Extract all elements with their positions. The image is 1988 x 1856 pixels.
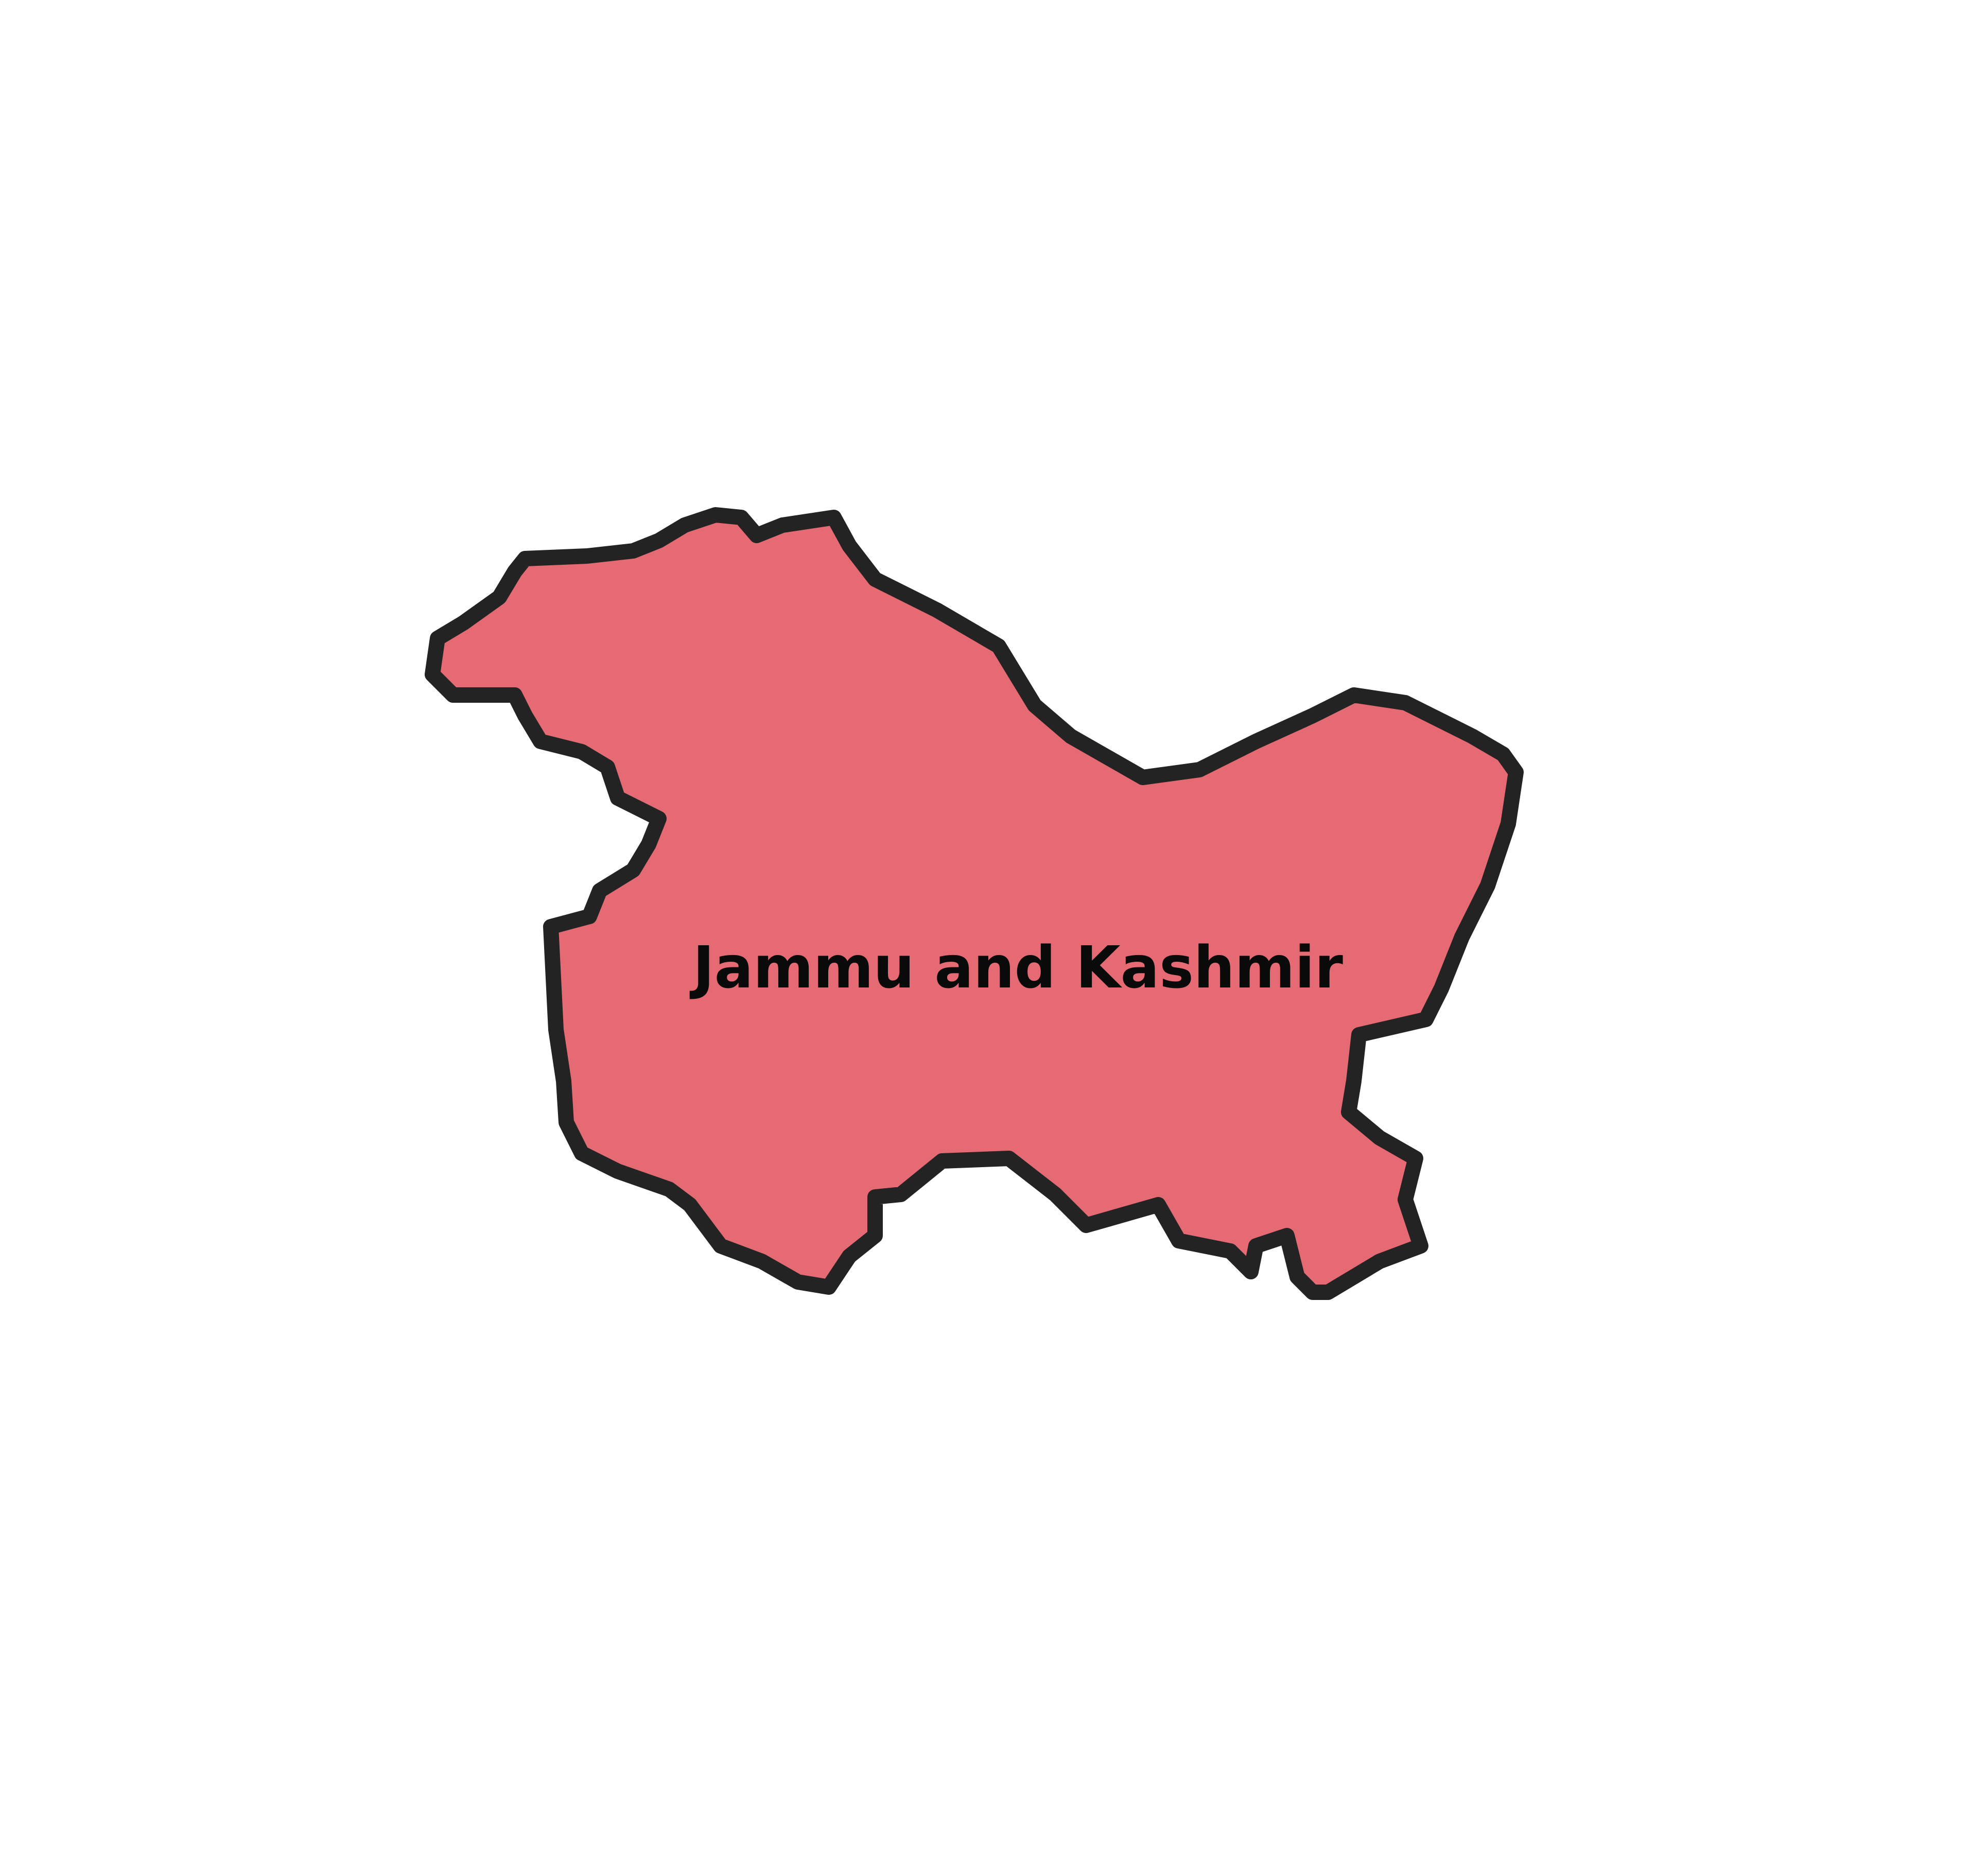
jammu-and-kashmir-region-shape[interactable] <box>432 515 1516 1292</box>
region-label: Jammu and Kashmir <box>693 934 1343 1001</box>
